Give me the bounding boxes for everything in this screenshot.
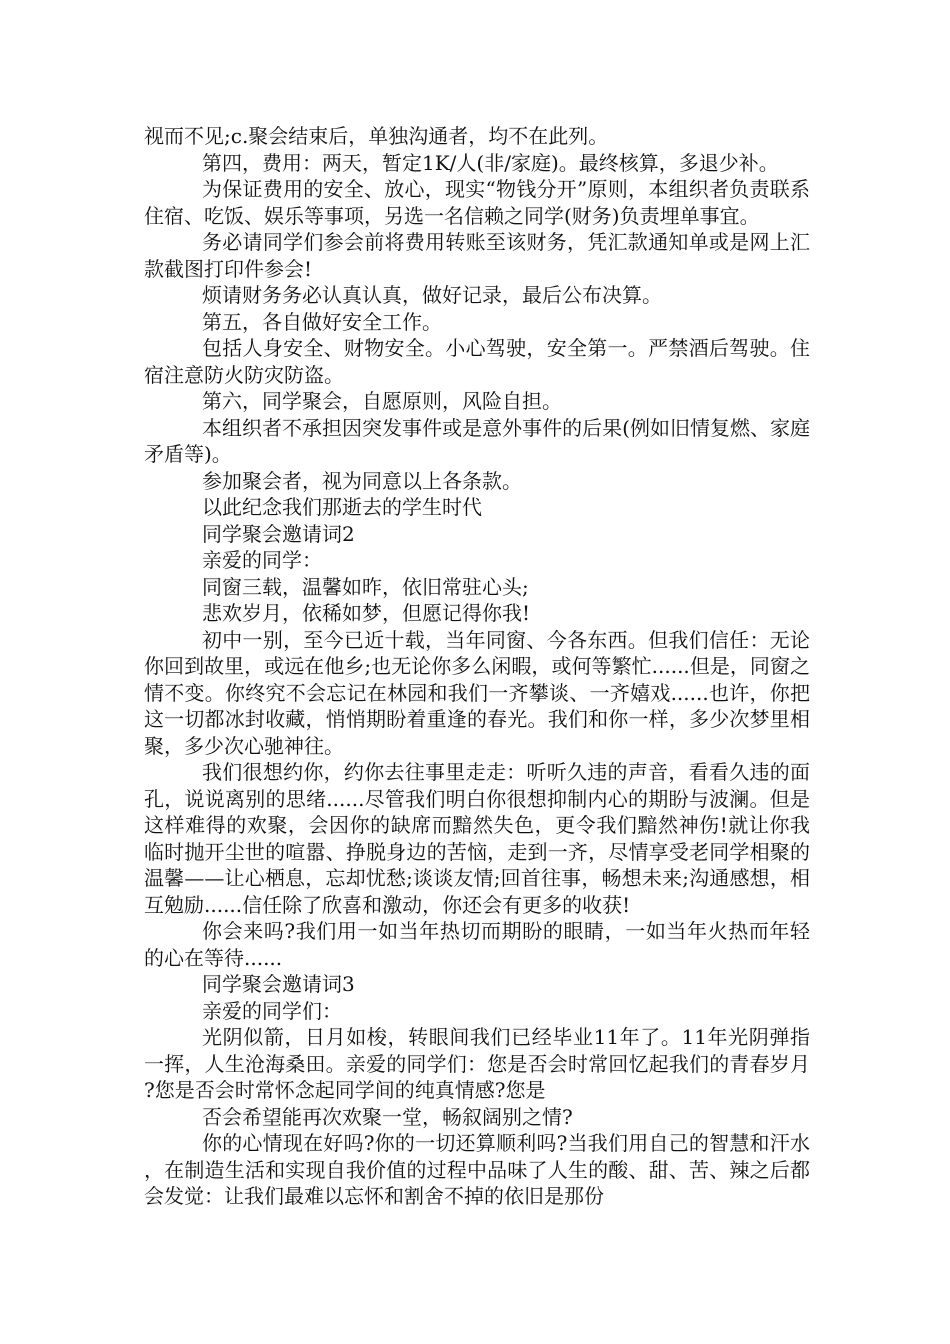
- paragraph-3: 为保证费用的安全、放心，现实“物钱分开”原则，本组织者负责联系住宿、吃饭、娱乐等事项，另选一名信赖之同学(财务)负责埋单事宜。: [144, 177, 810, 228]
- paragraph-1: 视而不见;c.聚会结束后，单独沟通者，均不在此列。: [144, 124, 609, 148]
- paragraph-11: 以此纪念我们那逝去的学生时代: [202, 495, 482, 519]
- paragraph-15: 悲欢岁月，依稀如梦，但愿记得你我!: [202, 601, 531, 625]
- paragraph-22: 否会希望能再次欢聚一堂，畅叙阔别之情?: [202, 1104, 573, 1129]
- greeting-2: 亲爱的同学：: [202, 548, 322, 572]
- paragraph-16: 初中一别，至今已近十载，当年同窗、今各东西。但我们信任：无论你回到故里，或远在他乡;也无论你多么闲暇，或何等繁忙......但是，同窗之情不变。你终究不会忘记在林园和我们一齐攀谈、一齐嬉戏......也许，你把这一切都冰封收藏，悄悄期盼着重逢的春光。我们和你一样，多少次梦里相聚，多少次心驰神往。: [144, 627, 810, 758]
- paragraph-9: 本组织者不承担因突发事件或是意外事件的后果(例如旧情复燃、家庭矛盾等)。: [144, 415, 810, 466]
- section-heading-2: 同学聚会邀请词2: [202, 521, 355, 546]
- paragraph-7: 包括人身安全、财物安全。小心驾驶，安全第一。严禁酒后驾驶。住宿注意防火防灾防盗。: [144, 336, 810, 387]
- paragraph-8: 第六，同学聚会，自愿原则，风险自担。: [202, 389, 562, 413]
- paragraph-2: 第四，费用：两天，暂定1K/人(非/家庭)。最终核算，多退少补。: [202, 150, 779, 175]
- paragraph-18: 你会来吗?我们用一如当年热切而期盼的眼睛，一如当年火热而年轻的心在等待......: [144, 919, 810, 970]
- paragraph-21: 光阴似箭，日月如梭，转眼间我们已经毕业11年了。11年光阴弹指一挥，人生沧海桑田。亲爱的同学们：您是否会时常回忆起我们的青春岁月?您是否会时常怀念起同学间的纯真情感?您是: [144, 1025, 810, 1102]
- greeting-3: 亲爱的同学们：: [202, 998, 342, 1023]
- paragraph-5: 烦请财务务必认真认真，做好记录，最后公布决算。: [202, 283, 662, 307]
- paragraph-10: 参加聚会者，视为同意以上各条款。: [202, 468, 522, 493]
- paragraph-23: 你的心情现在好吗?你的一切还算顺利吗?当我们用自己的智慧和汗水，在制造生活和实现自我价值的过程中品味了人生的酸、甜、苦、辣之后都会发觉：让我们最难以忘怀和割舍不掉的依旧是那份: [144, 1131, 810, 1208]
- paragraph-4: 务必请同学们参会前将费用转账至该财务，凭汇款通知单或是网上汇款截图打印件参会!: [144, 230, 810, 281]
- section-heading-3: 同学聚会邀请词3: [202, 972, 355, 996]
- paragraph-6: 第五，各自做好安全工作。: [202, 309, 442, 334]
- paragraph-14: 同窗三载，温馨如昨，依旧常驻心头;: [202, 574, 529, 599]
- paragraph-17: 我们很想约你，约你去往事里走走：听听久违的声音，看看久违的面孔，说说离别的思绪......尽管我们明白你很想抑制内心的期盼与波澜。但是这样难得的欢聚，会因你的缺席而黯然失色，更令我们黯然神伤!就让你我临时抛开尘世的喧嚣、挣脱身边的苦恼，走到一齐，尽情享受老同学相聚的温馨——让心栖息，忘却忧愁;谈谈友情;回首往事，畅想未来;沟通感想，相互勉励......信任除了欣喜和激动，你还会有更多的收获!: [144, 760, 810, 917]
- document-page: [144, 123, 810, 1210]
